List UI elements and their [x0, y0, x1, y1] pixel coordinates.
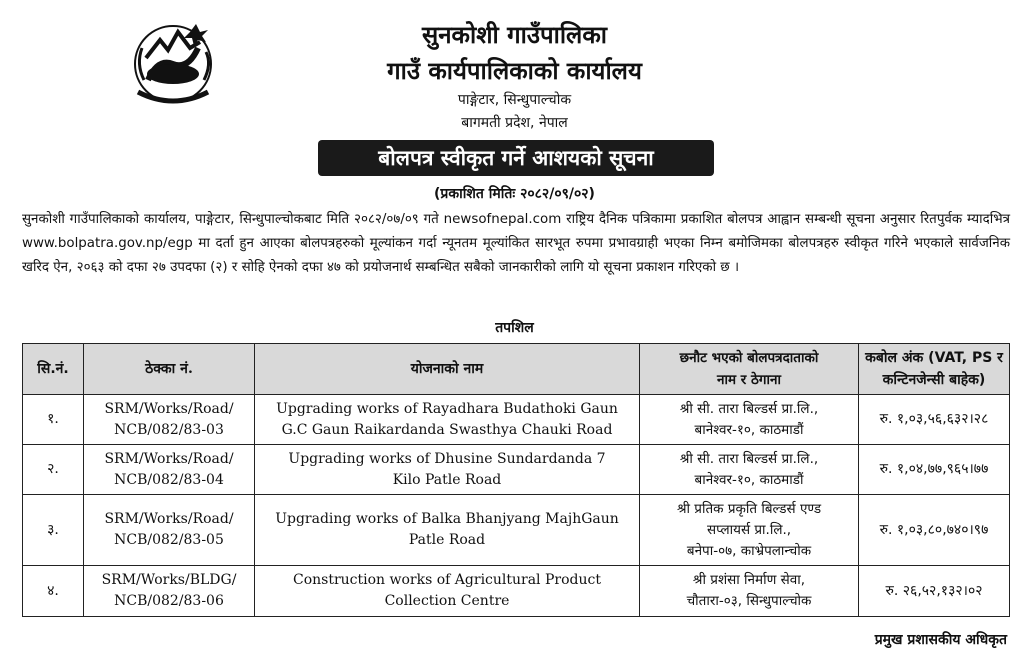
- contract-line2: NCB/082/83-06: [114, 593, 224, 609]
- cell-bidder: [640, 445, 859, 495]
- project-line2: Patle Road: [408, 532, 486, 548]
- table-row: [23, 445, 1010, 495]
- header-contract: ठेक्का नं.: [84, 344, 255, 395]
- bidder-line2: सप्लायर्स प्रा.लि.,: [706, 521, 792, 538]
- office-name: गाउँ कार्यपालिकाको कार्यालय: [387, 57, 642, 85]
- bidder-line1: श्री सी. तारा बिल्डर्स प्रा.लि.,: [679, 450, 819, 467]
- cell-project: [255, 395, 640, 445]
- bidder-line2: चौतारा-०३, सिन्धुपाल्चोक: [686, 593, 812, 609]
- cell-contract: [84, 495, 255, 566]
- project-line1: Construction works of Agricultural Product: [293, 572, 601, 588]
- cell-sn: १.: [23, 395, 84, 445]
- schedule-label: तपशिल: [495, 320, 534, 336]
- cell-contract: [84, 395, 255, 445]
- contract-line1: SRM/Works/Road/: [104, 400, 234, 417]
- table-row: [23, 495, 1010, 566]
- cell-amount: रु. २६,५२,१३२।०२: [859, 566, 1010, 617]
- header-amount-line2: कन्टिनजेन्सी बाहेक): [882, 372, 986, 388]
- cell-contract: [84, 445, 255, 495]
- table-row: [23, 566, 1010, 617]
- cell-sn: ३.: [23, 495, 84, 566]
- project-line1: Upgrading works of Balka Bhanjyang MajhGaun: [275, 511, 619, 527]
- address-line-1: पाङ्गेटार, सिन्धुपाल्चोक: [457, 92, 572, 108]
- project-line1: Upgrading works of Dhusine Sundardanda 7: [288, 450, 606, 467]
- cell-bidder: [640, 395, 859, 445]
- organization-name: सुनकोशी गाउँपालिका: [422, 21, 607, 49]
- cell-sn: ४.: [23, 566, 84, 617]
- header-bidder-line2: नाम र ठेगाना: [717, 372, 781, 388]
- cell-amount: रु. १,०४,७७,९६५।७७: [859, 445, 1010, 495]
- bidder-line2: बानेश्वर-१०, काठमाडौं: [694, 471, 804, 488]
- header-amount: [859, 344, 1010, 395]
- cell-bidder: [640, 566, 859, 617]
- cell-amount: रु. १,०३,५६,६३२।२८: [859, 395, 1010, 445]
- bid-table: [22, 343, 1010, 617]
- bidder-line3: बनेपा-०७, काभ्रेपलान्चोक: [686, 542, 812, 559]
- cell-amount: रु. १,०३,८०,७४०।९७: [859, 495, 1010, 566]
- header-bidder: [640, 344, 859, 395]
- cell-project: [255, 566, 640, 617]
- bidder-line1: श्री प्रशंसा निर्माण सेवा,: [692, 572, 806, 588]
- contract-line2: NCB/082/83-05: [114, 532, 224, 548]
- contract-line2: NCB/082/83-03: [114, 421, 224, 438]
- contract-line1: SRM/Works/Road/: [104, 450, 234, 467]
- project-line2: Collection Centre: [384, 593, 510, 609]
- table-header-row: [23, 344, 1010, 395]
- table-row: [23, 395, 1010, 445]
- project-line2: G.C Gaun Raikardanda Swasthya Chauki Road: [281, 421, 613, 438]
- cell-sn: २.: [23, 445, 84, 495]
- published-date: (प्रकाशित मितिः २०८२/०९/०२): [434, 186, 595, 202]
- cell-project: [255, 495, 640, 566]
- header-amount-line1: कबोल अंक (VAT, PS र: [865, 350, 1003, 366]
- cell-project: [255, 445, 640, 495]
- cell-contract: [84, 566, 255, 617]
- project-line2: Kilo Patle Road: [392, 471, 502, 488]
- header-sn: सि.नं.: [23, 344, 84, 395]
- signatory: प्रमुख प्रशासकीय अधिकृत: [874, 632, 1007, 648]
- notice-title: बोलपत्र स्वीकृत गर्ने आशयको सूचना: [318, 140, 714, 176]
- bidder-line1: श्री प्रतिक प्रकृति बिल्डर्स एण्ड: [676, 500, 822, 517]
- project-line1: Upgrading works of Rayadhara Budathoki Gaun: [276, 400, 618, 417]
- notice-paragraph: सुनकोशी गाउँपालिकाको कार्यालय, पाङ्गेटार, सिन्धुपाल्चोकबाट मिति २०८२/०७/०९ गते newsofnepal.com राष्ट्रिय दैनिक पत्रिकामा प्रकाशित बोलपत्र आह्वान सम्बन्धी सूचना अनुसार रितपुर्वक म्यादभित्र www.bolpatra.gov.np/egp मा दर्ता हुन आएका बोलपत्रहरुको मूल्यांकन गर्दा न्यूनतम मूल्यांकित सारभूत रुपमा प्रभावग्राही भएका निम्न बमोजिमका बोलपत्रहरु स्वीकृत गरिने भएकाले सार्वजनिक खरिद ऐन, २०६३ को दफा २७ उपदफा (२) र सोहि ऐनको दफा ४७ को प्रयोजनार्थ सम्बन्धित सबैको जानकारीको लागि यो सूचना प्रकाशन गरिएको छ ।: [22, 212, 1010, 275]
- contract-line2: NCB/082/83-04: [114, 471, 224, 488]
- contract-line1: SRM/Works/BLDG/: [101, 572, 237, 588]
- contract-line1: SRM/Works/Road/: [104, 511, 234, 527]
- bidder-line2: बानेश्वर-१०, काठमाडौं: [694, 421, 804, 438]
- bidder-line1: श्री सी. तारा बिल्डर्स प्रा.लि.,: [679, 400, 819, 417]
- address-line-2: बागमती प्रदेश, नेपाल: [461, 115, 568, 131]
- cell-bidder: [640, 495, 859, 566]
- header-project: योजनाको नाम: [255, 344, 640, 395]
- header-bidder-line1: छनौट भएको बोलपत्रदाताको: [679, 350, 819, 366]
